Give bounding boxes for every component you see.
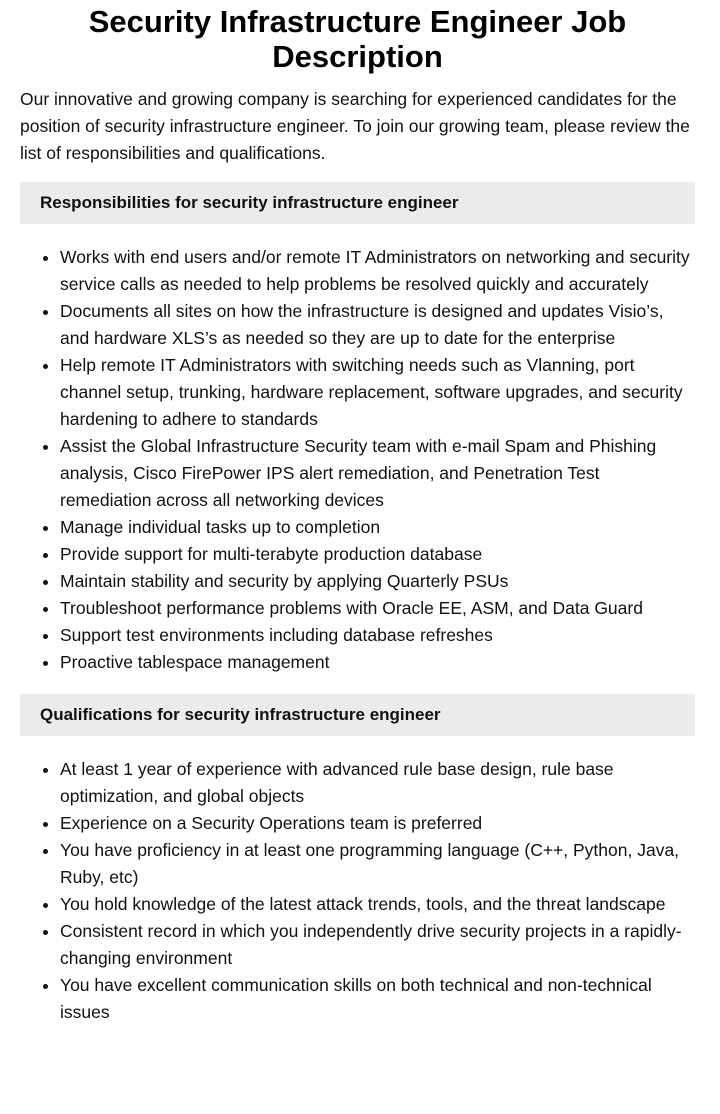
list-item: • Provide support for multi-terabyte production database — [60, 541, 695, 568]
list-item: • You have proficiency in at least one programming language (C++, Python, Java, Ruby, etc) — [60, 837, 695, 891]
list-item: • Proactive tablespace management — [60, 649, 695, 676]
list-item: • Works with end users and/or remote IT Administrators on networking and security service calls as needed to help problems be resolved quickly and accurately — [60, 244, 695, 298]
qualifications-list — [20, 756, 695, 1026]
list-item: • Troubleshoot performance problems with Oracle EE, ASM, and Data Guard — [60, 595, 695, 622]
list-item: • You have excellent communication skills on both technical and non-technical issues — [60, 972, 695, 1026]
list-item: • Support test environments including database refreshes — [60, 622, 695, 649]
intro-paragraph: Our innovative and growing company is searching for experienced candidates for the position of security infrastructure engineer. To join our growing team, please review the list of responsibilities and qualifications. — [20, 89, 690, 163]
list-item: • Consistent record in which you independently drive security projects in a rapidly-changing environment — [60, 918, 695, 972]
list-item: • Maintain stability and security by applying Quarterly PSUs — [60, 568, 695, 595]
list-item: • You hold knowledge of the latest attack trends, tools, and the threat landscape — [60, 891, 695, 918]
responsibilities-heading: Responsibilities for security infrastructure engineer — [20, 182, 695, 224]
page-title: Security Infrastructure Engineer Job Description — [88, 4, 627, 74]
qualifications-heading: Qualifications for security infrastructure engineer — [20, 694, 695, 736]
list-item: • Documents all sites on how the infrastructure is designed and updates Visio’s, and hardware XLS’s as needed so they are up to date for the enterprise — [60, 298, 695, 352]
list-item: • Experience on a Security Operations team is preferred — [60, 810, 695, 837]
responsibilities-list — [20, 244, 695, 676]
list-item: • At least 1 year of experience with advanced rule base design, rule base optimization, and global objects — [60, 756, 695, 810]
list-item: • Manage individual tasks up to completion — [60, 514, 695, 541]
list-item: • Help remote IT Administrators with switching needs such as Vlanning, port channel setup, trunking, hardware replacement, software upgrades, and security hardening to adhere to standards — [60, 352, 695, 433]
list-item: • Assist the Global Infrastructure Security team with e-mail Spam and Phishing analysis, Cisco FirePower IPS alert remediation, and Penetration Test remediation across all networking devices — [60, 433, 695, 514]
